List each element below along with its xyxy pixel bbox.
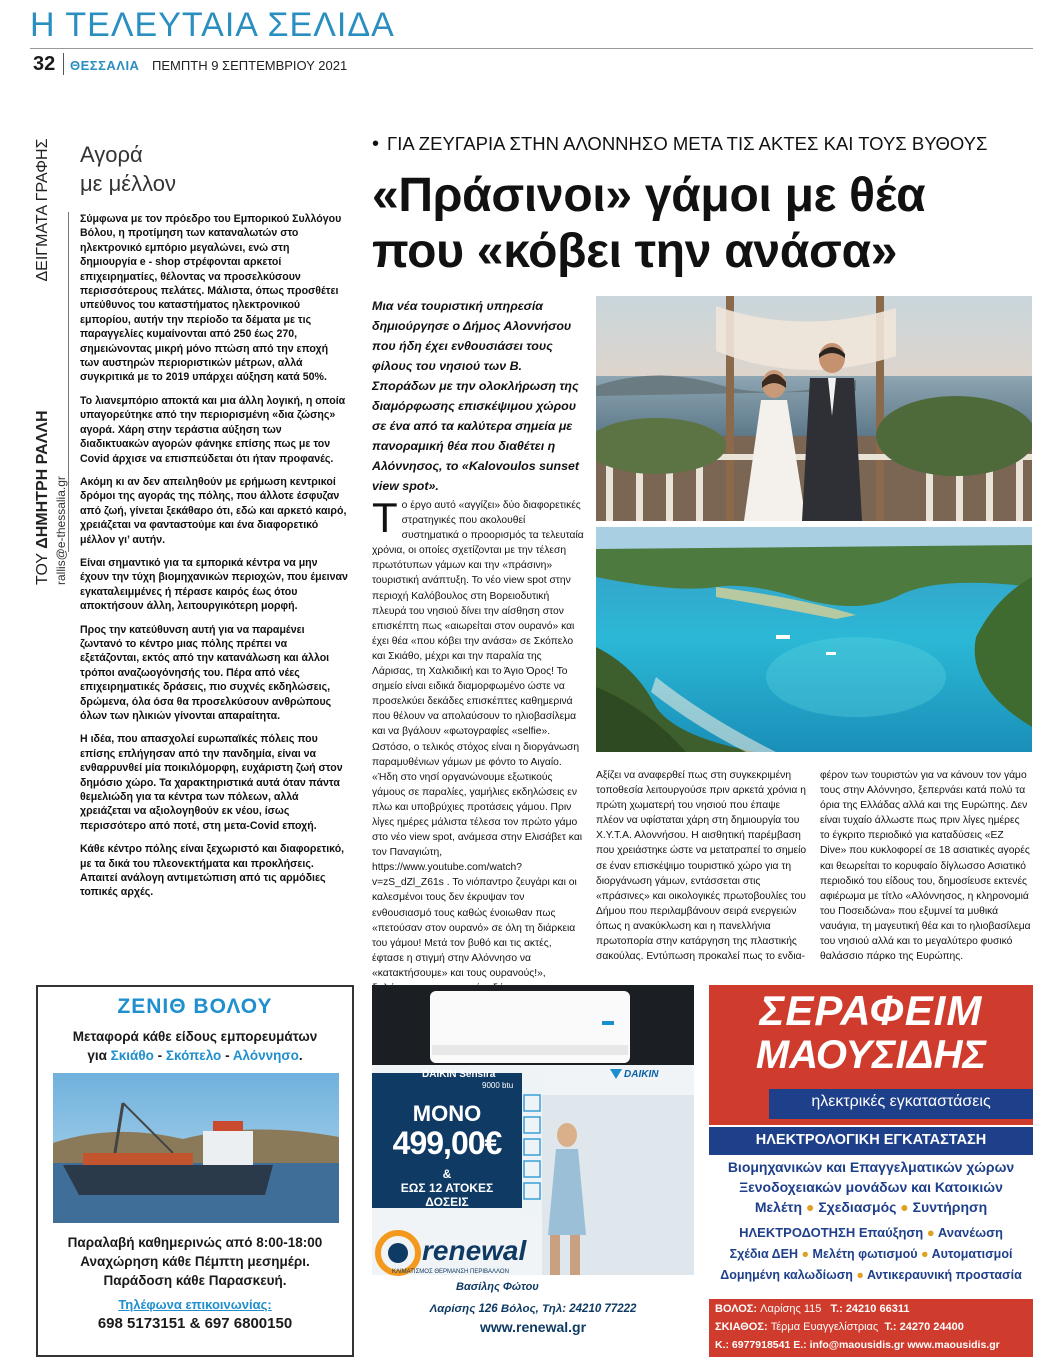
newspaper-name: ΘΕΣΣΑΛΙΑ [70, 58, 140, 73]
contact-online [715, 1339, 1033, 1351]
skiathos-label: ΣΚΙΑΘΟΣ: [715, 1321, 768, 1333]
byline-email[interactable]: rallis@e-thessalia.gr [54, 476, 68, 585]
zenith-departure: Αναχώρηση κάθε Πέμπτη μεσημέρι. [80, 1254, 310, 1269]
zenith-schedule [38, 1233, 352, 1290]
header-rule [30, 48, 1033, 49]
service-maintenance: Συντήρηση [912, 1199, 988, 1215]
contact-volos [715, 1303, 1033, 1315]
zenith-line2-prefix: για [87, 1048, 107, 1063]
maousidis-name1: ΣΕΡΑΦΕΙΜ [759, 987, 983, 1034]
service-automation: Αυτοματισμοί [931, 1247, 1013, 1261]
column-title-line1: Αγορά [80, 142, 143, 167]
bullet-icon: ● [920, 1247, 929, 1261]
zenith-dest-alonissos: Αλόννησο [232, 1048, 299, 1063]
zenith-sep: - [157, 1048, 163, 1063]
maousidis-name2: ΜΑΟΥΣΙΔΗΣ [755, 1033, 987, 1077]
article-body-col2: Αξίζει να αναφερθεί πως στη συγκεκριμένη τοποθεσία λειτουργούσε πριν αρκετά χρόνια η πρώτη χωματερή του νησιού που έπαψε πλέον να υφίσταται χάρη στη δημιουργία του Χ.Υ.Τ.Α. Αλοννήσου. Η αισθητική παρέμβαση που χρειάστηκε ώστε να μετατραπεί το σημείο σε έναν επισκέψιμο τουριστικό χώρο για τη διοργάνωση γάμων, εντάσσεται στις «πράσινες» και οικολογικές πρωτοβουλίες του Δήμου που περιλαμβάνουν σειρά ενεργειών όπως η ανακύκλωση και η πανελλήνια πρωτοπορία στην κατάργηση της πλαστικής σακούλας. Εντύπωση προκαλεί πως το ενδια- [596, 770, 807, 963]
byline-prefix: ΤΟΥ [34, 553, 51, 585]
column-paragraph: Ακόμη κι αν δεν απειληθούν με ερήμωση κεντρικοί δρόμοι της αγοράς της πόλης, που άλλοτε έσφυζαν από ζωή, γίνεται ξεκάθαρο ότι, εδώ και αρκετό καιρό, χρειάζεται να φανταστούμε και ένα διαφορετικό μέλλον γι’ αυτήν. [80, 475, 347, 546]
column-paragraph: Η ιδέα, που απασχολεί ευρωπαϊκές πόλεις που επίσης επλήγησαν από την πανδημία, είναι να ενθαρρυνθεί μία ποικιλόμορφη, ευχάριστη ζωή στον δημόσιο χώρο. Τα χαρακτηριστικά αυτά όταν πάντα θεμελιώδη για τα κέντρα των πόλεων, αλλά χρειάζεται να αξιολογηθούν εκ νέου, ίσως περισσότερο από ποτέ, στη μετα-Covid εποχή. [80, 733, 343, 832]
zenith-phones-label: Τηλέφωνα επικοινωνίας: [118, 1297, 272, 1312]
installments-line1: ΕΩΣ 12 ΑΤΟΚΕΣ [400, 1181, 494, 1195]
section-title: Η ΤΕΛΕΥΤΑΙΑ ΣΕΛΙΔΑ [30, 6, 395, 44]
bullet-icon: ● [900, 1199, 909, 1215]
maousidis-line2: Ξενοδοχειακών μονάδων και Κατοικιών [739, 1179, 1003, 1195]
byline-name: ΔΗΜΗΤΡΗ ΡΑΛΛΗ [34, 410, 51, 549]
daikin-btu: 9000 btu [482, 1081, 514, 1090]
renewal-address: Λαρίσης 126 Βόλος, Τηλ: 24210 77222 [429, 1303, 637, 1315]
headline-line1: «Πράσινοι» γάμοι με θέα [372, 169, 926, 222]
zenith-service [38, 1027, 352, 1065]
maousidis-line1: Βιομηχανικών και Επαγγελματικών χώρων [727, 1159, 1015, 1175]
article-body-col1 [372, 494, 584, 1011]
column-paragraph: Το λιανεμπόριο αποκτά και μια άλλη λογική, η οποία υπαγορεύτηκε από την περιορισμένη «δια ζώσης» αγορά. Χάρη στην τεράστια αύξηση των διαδικτυακών αγορών φάνηκε επίσης πως με τον Covid άρχισε να επισπεύδεται ότι ήταν προφανές. [80, 394, 346, 465]
zenith-sep: - [225, 1048, 230, 1063]
maousidis-tagline: ηλεκτρικές εγκαταστάσεις [811, 1093, 991, 1110]
service-study: Μελέτη [754, 1199, 803, 1215]
zenith-delivery: Παράδοση κάθε Παρασκευή. [103, 1273, 287, 1288]
dropcap: Τ [372, 494, 398, 541]
price-label: ΜΟΝΟ [412, 1101, 482, 1126]
service-design: Σχεδιασμός [818, 1199, 897, 1215]
service-structured-cabling: Δομημένη καλωδίωση [720, 1268, 853, 1282]
maousidis-row2 [709, 1268, 1033, 1282]
column-paragraph: Είναι σημαντικό για τα εμπορικά κέντρα να μην έχουν την τύχη βιομηχανικών περιοχών, που έμειναν εγκαταλειμμένες ή πέρασε καιρός έως ότου αποκτήσουν άλλη, λειτουργικότερη μορφή. [80, 556, 348, 613]
electrification-label: ΗΛΕΚΤΡΟΔΟΤΗΣΗ [739, 1225, 856, 1240]
skiathos-address: Τέρμα Ευαγγελίστριας [770, 1321, 879, 1333]
column-title [80, 140, 280, 198]
volos-address: Λαρίσης 115 [760, 1303, 822, 1315]
body-text-1: ο έργο αυτό «αγγίζει» δύο διαφορετικές στρατηγικές που ακολουθεί συστηματικά ο προορισμός τα τελευταία χρόνια, οι οποίες σχετίζονται με την τέλεση πρωτότυπων γάμων και την «πράσινη» τουριστική ανάπτυξη. Το νέο view spot στην περιοχή Καλόβουλος στη Βορειοδυτική πλευρά του νησιού δίνει την αίσθηση στον επισκέπτη πως «αιωρείται στον ουρανό» και έχει θέα «που κόβει την ανάσα» σε Σκόπελο και Σκιάθο, μέχρι και την παραλία της Λάρισας, τη Χαλκιδική και το Άγιο Όρος! Το σημείο είναι ειδικά διαμορφωμένο ώστε να προσελκύει δεκάδες επισκέπτες καθημερινά που θέλουν να απολαύσουν το ηλιοβασίλεμα και να βγάλουν «φωτογραφίες «selfie». Ωστόσο, ο τελικός στόχος είναι η διοργάνωση παραμυθένιων γάμων με φόντο το Αιγαίο. «Ήδη στο νησί οργανώνουμε εξωτικούς γάμους σε παραλίες, γαμήλιες εκδηλώσεις εν πλω και υποβρύχιες προτάσεις γάμου. Πριν λίγες ημέρες μάλιστα τέλεσα τον πρώτο γάμο στο νέο view spot, ανάμεσα στην Ελισάβετ και τον Παναγιώτη, https://www.youtube.com/watch?v=zS_dZl_Z61s . Το νιόπαντρο ζευγάρι και οι καλεσμένοι τους δεν έκρυψαν τον ενθουσιασμό τους καθώς ένοιωθαν πως «πετούσαν στον ουρανό» σε όλη τη διάρκεια του γάμου! Μετά τον βυθό και τις ακτές, έφτασε η στιγμή στην Αλόννησο να «κατακτήσουμε» και τους ουρανούς!», [372, 500, 584, 979]
article-kicker [372, 133, 1032, 156]
bullet-icon: ● [805, 1199, 815, 1215]
maousidis-heading1: ΗΛΕΚΤΡΟΛΟΓΙΚΗ ΕΓΚΑΤΑΣΤΑΣΗ [755, 1132, 987, 1148]
volos-phone[interactable]: Τ.: 24210 66311 [830, 1303, 910, 1315]
installments-line2: ΔΟΣΕΙΣ [425, 1195, 469, 1209]
article-headline [372, 168, 1032, 280]
bullet-icon: ● [856, 1268, 864, 1282]
maousidis-ad[interactable] [709, 985, 1033, 1357]
renewal-owner: Βασίλης Φώτου [456, 1281, 539, 1293]
kicker-text: ΓΙΑ ΖΕΥΓΑΡΙΑ ΣΤΗΝ ΑΛΟΝΝΗΣΟ ΜΕΤΑ ΤΙΣ ΑΚΤΕΣ ΚΑΙ ΤΟΥΣ ΒΥΘΟΥΣ [387, 133, 988, 154]
maousidis-services [709, 1199, 1033, 1215]
contact-skiathos [715, 1321, 1033, 1333]
zenith-line1: Μεταφορά κάθε είδους εμπορευμάτων [72, 1029, 318, 1044]
service-dei-plans: Σχέδια ΔΕΗ [729, 1247, 799, 1261]
zenith-volou-ad[interactable] [36, 985, 354, 1357]
price-amp: & [442, 1167, 452, 1181]
electrification-renewal: Ανανέωση [937, 1225, 1003, 1240]
daikin-model: DAIKIN Sensira [422, 1069, 496, 1080]
price: 499,00€ [392, 1125, 502, 1161]
service-lighting-study: Μελέτη φωτισμού [812, 1247, 918, 1261]
bullet-icon: ● [801, 1247, 810, 1261]
email-address[interactable]: E.: info@maousidis.gr [793, 1339, 905, 1351]
mobile-phone[interactable]: Κ.: 6977918541 [715, 1339, 791, 1351]
zenith-end: . [298, 1048, 303, 1063]
zenith-pickup: Παραλαβή καθημερινώς από 8:00-18:00 [67, 1235, 323, 1250]
maousidis-row1 [709, 1247, 1033, 1261]
cargo-ship-photo [53, 1073, 339, 1223]
service-lightning-protection: Αντικεραυνική προστασία [866, 1268, 1022, 1282]
column-body [80, 212, 348, 909]
zenith-title: ΖΕΝΙΘ ΒΟΛΟΥ [117, 995, 273, 1018]
wedding-photo-graphic [596, 296, 1032, 521]
website[interactable]: www.maousidis.gr [907, 1339, 1000, 1351]
column-paragraph: Σύμφωνα με τον πρόεδρο του Εμπορικού Συλλόγου Βόλου, η προτίμηση των καταναλωτών στο ηλεκτρονικό εμπόριο μεγαλώνει, ενώ στη δημιουργία e - shop στρέφονται αρκετοί επιχειρηματίες, θέλοντας να προσελκύσουν περισσότερους πελάτες. Μάλιστα, όπως προσθέτει υπεύθυνος του καταστήματος ηλεκτρονικού εμπορίου, αυτήν την περίοδο τα δέματα με τις παραγγελίες κυμαίνονται από 250 έως 270, σημειώνοντας μικρή μόνο πτώση από την εποχή των αυστηρών περιοριστικών μέτρων, αλλά συγκριτικά με το 2019 υπάρχει αύξηση κατά 50%. [80, 213, 342, 384]
headline-line2: που «κόβει την ανάσα» [372, 225, 898, 278]
page-number: 32 [33, 53, 56, 75]
column-title-line2: με μέλλον [80, 171, 176, 196]
column-paragraph: Προς την κατεύθυνση αυτή για να παραμένει ζωντανό το κέντρο μιας πόλης πρέπει να εξετάζονται, εκτός από την κατανάλωση και άλλοι τρόποι αναζωογόνησής του. Πέρα από νέες επιχειρηματικές δράσεις, πιο συχνές εκδηλώσεις, δρώμενα, όλα όσα θα προσελκύσουν ανθρώπους όλων των ηλικιών γίνονται απαραίτητα. [80, 623, 332, 722]
renewal-daikin-ad[interactable] [372, 985, 694, 1357]
column-paragraph: Κάθε κέντρο πόλης είναι ξεχωριστό και διαφορετικό, με τα δικά του πλεονεκτήματα και προκλήσεις. Απαιτεί ανάλογη αντιμετώπιση από τις αρμόδιες τοπικές αρχές. [80, 843, 345, 899]
article-body-col3: φέρον των τουριστών για να κάνουν τον γάμο τους στην Αλόννησο, ξεπερνάει κατά πολύ τα όρια της Ελλάδας αλλά και της Ευρώπης. Δεν είναι τυχαίο άλλωστε πως πριν λίγες ημέρες το έγκριτο περιοδικό για καταδύσεις «EZ Dive» που κυκλοφορεί σε 18 ασιατικές αγορές και θεωρείται το κορυφαίο δίγλωσσο Ασιατικό περιοδικό του είδους του, δημοσίευσε εκτενές αφιέρωμα με τίτλο «Αλόννησος, η κληρονομιά του Ποσειδώνα» που εξυμνεί τα μυθικά ναυάγια, τη μαγευτική θέα και το ηλιοβασίλεμα του νησιού αλλά και το μεγαλύτερο φυσικό θαλάσσιο πάρκο της Ευρώπης. [820, 770, 1031, 963]
article-lead: Μια νέα τουριστική υπηρεσία δημιούργησε ο Δήμος Αλοννήσου που ήδη έχει ενθουσιάσει τους φίλους του νησιού των Β. Σποράδων με την ολοκλήρωση της διαμόρφωσης επισκέψιμου χώρου σε ένα από τα καλύτερα σημεία με πανοραμική θέα που διαθέτει η Αλόννησος, το «Kalovoulos sunset view spot». [372, 299, 579, 493]
skiathos-phone[interactable]: Τ.: 24270 24400 [884, 1321, 964, 1333]
daikin-brand: DAIKIN [624, 1069, 659, 1080]
renewal-logo-text: renewal [422, 1235, 527, 1266]
zenith-dest-skiathos: Σκιάθο [110, 1048, 154, 1063]
issue-date: ΠΕΜΠΤΗ 9 ΣΕΠΤΕΜΒΡΙΟΥ 2021 [152, 58, 348, 73]
electrification-increase: Επαύξηση [858, 1225, 924, 1240]
zenith-phones[interactable]: 698 5173151 & 697 6800150 [97, 1315, 293, 1332]
wedding-photo [596, 296, 1032, 521]
volos-label: ΒΟΛΟΣ: [715, 1303, 758, 1315]
byline-section: ΔΕΙΓΜΑΤΑ ΓΡΑΦΗΣ [34, 138, 51, 282]
bullet-icon: ● [926, 1225, 935, 1240]
bay-photo-graphic [596, 527, 1032, 752]
alonissos-bay-photo [596, 527, 1032, 752]
maousidis-heading2 [709, 1225, 1033, 1240]
zenith-dest-skopelos: Σκόπελο [165, 1048, 222, 1063]
page-number-separator [63, 53, 64, 75]
renewal-website[interactable]: www.renewal.gr [479, 1319, 587, 1335]
byline-rule [68, 212, 69, 552]
renewal-subtitle: ΚΛΙΜΑΤΙΣΜΟΣ ΘΕΡΜΑΝΣΗ ΠΕΡΙΒΑΛΛΟΝ [392, 1269, 509, 1275]
bullet-icon: • [372, 133, 380, 155]
